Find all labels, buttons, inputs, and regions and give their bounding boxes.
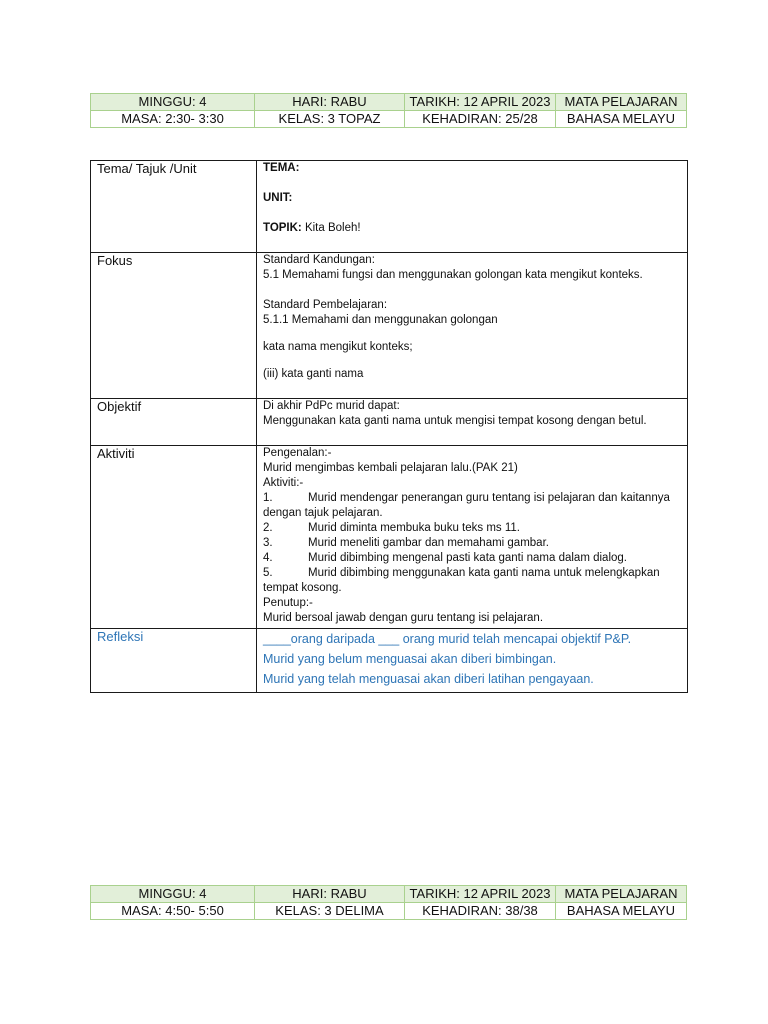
- time-cell: MASA: 4:50- 5:50: [91, 903, 255, 920]
- sp-text: 5.1.1 Memahami dan menggunakan golongan: [263, 314, 498, 326]
- attendance-cell: KEHADIRAN: 25/28: [405, 111, 556, 128]
- activity-title: Aktiviti:-: [263, 477, 304, 489]
- subject-label-cell: MATA PELAJARAN: [556, 886, 687, 903]
- row-tema: [91, 161, 688, 253]
- row-fokus: [91, 253, 688, 399]
- sk-text: 5.1 Memahami fungsi dan menggunakan golongan kata mengikut konteks.: [263, 269, 643, 281]
- activity-step: [263, 566, 683, 581]
- intro-text: Murid mengimbas kembali pelajaran lalu.(PAK 21): [263, 462, 518, 474]
- tema-label: TEMA:: [263, 162, 300, 174]
- intro-title: Pengenalan:-: [263, 447, 332, 459]
- aktiviti-value: [257, 446, 688, 629]
- lesson-header-table-1: [90, 93, 687, 128]
- week-cell: MINGGU: 4: [91, 886, 255, 903]
- subject-label-cell: MATA PELAJARAN: [556, 94, 687, 111]
- refleksi-value: [257, 629, 688, 693]
- closing-title: Penutup:-: [263, 597, 313, 609]
- closing-text: Murid bersoal jawab dengan guru tentang isi pelajaran.: [263, 612, 544, 624]
- step-text: Murid diminta membuka buku teks ms 11.: [308, 522, 520, 534]
- sp-title: Standard Pembelajaran:: [263, 299, 388, 311]
- step-text: Murid dibimbing menggunakan kata ganti nama untuk melengkapkan: [308, 567, 660, 579]
- activity-step: [263, 491, 683, 506]
- topik-label: TOPIK:: [263, 222, 302, 234]
- lesson-plan-table: [90, 160, 688, 693]
- lesson-header-table-2: [90, 885, 687, 920]
- date-cell: TARIKH: 12 APRIL 2023: [405, 886, 556, 903]
- step-text: Murid mendengar penerangan guru tentang isi pelajaran dan kaitannya: [308, 492, 670, 504]
- step-number: 4.: [263, 552, 273, 564]
- week-cell: MINGGU: 4: [91, 94, 255, 111]
- attendance-cell: KEHADIRAN: 38/38: [405, 903, 556, 920]
- activity-step-continued: tempat kosong.: [263, 582, 342, 594]
- unit-label: UNIT:: [263, 192, 293, 204]
- activity-step: [263, 551, 683, 566]
- activity-step-continued: dengan tajuk pelajaran.: [263, 507, 383, 519]
- subject-cell: BAHASA MELAYU: [556, 111, 687, 128]
- row-refleksi: [91, 629, 688, 693]
- step-number: 1.: [263, 492, 273, 504]
- sk-title: Standard Kandungan:: [263, 254, 375, 266]
- class-cell: KELAS: 3 TOPAZ: [255, 111, 405, 128]
- objektif-key: Objektif: [91, 399, 257, 446]
- step-text: Murid meneliti gambar dan memahami gambar.: [308, 537, 549, 549]
- day-cell: HARI: RABU: [255, 886, 405, 903]
- time-cell: MASA: 2:30- 3:30: [91, 111, 255, 128]
- step-text: Murid dibimbing mengenal pasti kata ganti nama dalam dialog.: [308, 552, 627, 564]
- tema-key: Tema/ Tajuk /Unit: [91, 161, 257, 253]
- refleksi-line-2: Murid yang belum menguasai akan diberi bimbingan.: [263, 652, 557, 666]
- subject-cell: BAHASA MELAYU: [556, 903, 687, 920]
- class-cell: KELAS: 3 DELIMA: [255, 903, 405, 920]
- tema-value: [257, 161, 688, 253]
- step-number: 5.: [263, 567, 273, 579]
- activity-step: [263, 536, 683, 551]
- step-number: 2.: [263, 522, 273, 534]
- fokus-value: [257, 253, 688, 399]
- refleksi-line-1: ____orang daripada ___ orang murid telah mencapai objektif P&P.: [263, 632, 632, 646]
- topik-value: Kita Boleh!: [301, 222, 361, 234]
- step-number: 3.: [263, 537, 273, 549]
- objektif-line-1: Di akhir PdPc murid dapat:: [263, 400, 400, 412]
- sp-text-2: kata nama mengikut konteks;: [263, 341, 413, 353]
- row-aktiviti: [91, 446, 688, 629]
- objektif-value: [257, 399, 688, 446]
- fokus-key: Fokus: [91, 253, 257, 399]
- refleksi-key: Refleksi: [91, 629, 257, 693]
- row-objektif: [91, 399, 688, 446]
- sp-text-3: (iii) kata ganti nama: [263, 368, 364, 380]
- aktiviti-key: Aktiviti: [91, 446, 257, 629]
- objektif-line-2: Menggunakan kata ganti nama untuk mengisi tempat kosong dengan betul.: [263, 415, 647, 427]
- date-cell: TARIKH: 12 APRIL 2023: [405, 94, 556, 111]
- refleksi-line-3: Murid yang telah menguasai akan diberi latihan pengayaan.: [263, 672, 594, 686]
- day-cell: HARI: RABU: [255, 94, 405, 111]
- activity-step: [263, 521, 683, 536]
